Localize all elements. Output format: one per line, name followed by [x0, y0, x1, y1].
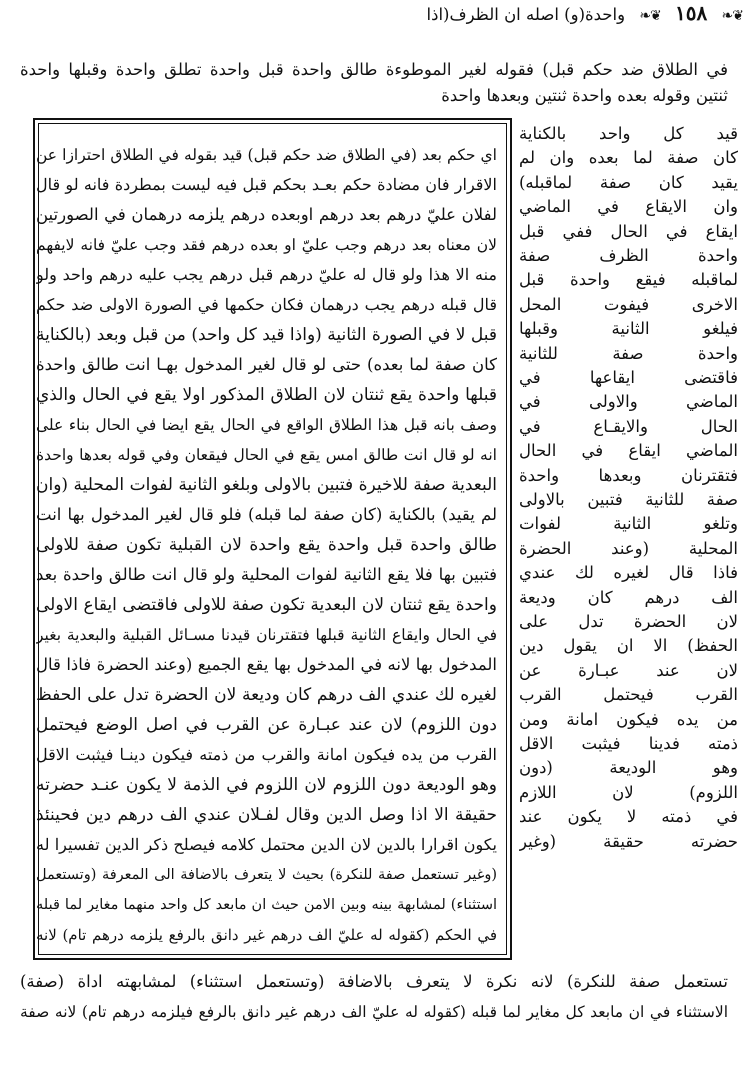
side-line: ذمته فدينا فيثبت الاقل — [519, 734, 738, 753]
side-line: وان الايقاع في الماضي — [519, 197, 738, 216]
main-line: قبل لا في الصورة الثانية (واذا قيد كل واحد) من قبل وبعد (بالكناية — [36, 325, 497, 345]
main-line: طالق واحدة قبل واحدة يقع واحدة لان القبلية تكون صفة للاولى — [36, 535, 497, 555]
side-line: الاخرى فيفوت المحل — [519, 295, 738, 314]
main-line: القرب من يده فيكون امانة والقرب من ذمته فيكون دينـا فيثبت الاقل — [36, 745, 497, 764]
main-line: منه الا هذا ولو قال له عليّ درهم قبل درهم يجب عليه درهم واحد ولو — [36, 265, 497, 284]
main-line: كان صفة لما بعده) حتى لو قال لغير المدخول بهـا انت طالق واحدة — [36, 355, 497, 374]
side-line: واحدة صفة للثانية — [519, 344, 738, 363]
side-line: الماضي ايقاع في الحال — [519, 441, 738, 460]
main-line: استثناء) لمشابهة بينه وبين الامن حيث ان مابعد كل واحد منهما مغاير لما قبله — [36, 897, 497, 913]
main-line: البعدية صفة للاخيرة فتبين بالاولى وبلغو الثانية لفوات المحلية (وان — [36, 475, 497, 495]
main-line: دون اللزوم) لان عند عبـارة عن القرب في اصل الوضع فيحتمل — [36, 715, 497, 735]
margin-line: ثنتين وقوله بعده واحدة ثنتين وبعدها واحدة — [441, 86, 728, 105]
side-line: لان الحضرة تدل على — [519, 612, 738, 631]
main-line: لم يقيد) بالكناية (كان صفة لما قبله) فلو قال لغير المدخول بها انت — [36, 505, 497, 524]
main-line: لفلان عليّ درهم بعد درهم اوبعده درهم يلزمه درهمان في الصورتين — [36, 205, 497, 224]
side-line: فاقتضى ايقاعها في — [519, 368, 738, 387]
main-line: قبلها واحدة يقع ثنتان لان الطلاق المذكور اولا يقع في الحال والذي — [36, 385, 497, 405]
main-line: فتبين بها فلا يقع الثانية لفوات المحلية ولو قال انت طالق واحدة بعد — [36, 565, 497, 584]
main-line: الاقرار فان مضادة حكم بعـد بحكم قبل فيه ليست بمطردة فانه لو قال — [36, 175, 497, 194]
main-line: في الحال وايقاع الثانية قبلها فتقترنان قيدنا مسـائل القبلية والبعدية بغير — [36, 626, 497, 644]
side-line: واحدة الظرف صفة — [519, 246, 738, 265]
side-line: الحال والايقـاع في — [519, 417, 738, 436]
side-line: اللزوم) لان اللازم — [519, 783, 738, 802]
side-line: من يده فيكون امانة ومن — [519, 710, 738, 729]
side-line: المحلية (وعند الحضرة — [519, 539, 738, 558]
side-line: كان صفة لما بعده وان لم — [519, 148, 738, 167]
side-line: فتقترنان وبعدها واحدة — [519, 466, 738, 485]
ornament-icon: ❦❧ — [639, 8, 661, 24]
side-line: صفة للثانية فتبين بالاولى — [519, 490, 738, 509]
side-line: وتلغو الثانية لفوات — [519, 514, 738, 533]
main-line: يكون اقرارا بالدين لان الدين محتمل كلامه فيصلح ذكر الدين تفسيرا له — [36, 835, 497, 854]
ornament-icon: ❦❧ — [721, 8, 743, 24]
main-line: في الحكم (كقوله له عليّ الف درهم غير دانق بالرفع يلزمه درهم تام) لانه — [36, 926, 497, 944]
header-continuation: واحدة(و) اصله ان الظرف(اذا — [426, 5, 626, 24]
main-line: لغيره لك عندي الف درهم كان وديعة لان الحضرة تدل على الحفظ — [36, 685, 497, 705]
main-line: اي حكم بعد (في الطلاق ضد حكم قبل) قيد بقوله في الطلاق احترازا عن — [36, 146, 497, 164]
main-line: وهو الوديعة دون اللزوم لان اللزوم في الذمة لا يكون عنـد حضرته — [36, 775, 497, 795]
margin-line: في الطلاق ضد حكم قبل) فقوله لغير الموطوءة طالق واحدة قبل واحدة تطلق واحدة وقبلها واحدة — [20, 60, 728, 79]
page-header — [0, 0, 746, 26]
main-line: وصف بانه قبل هذا الطلاق الواقع في الحال يقع ايضا في الحال بناء على — [36, 416, 497, 434]
main-line: المدخول بها لانه في المدخول بها يقع الجميع (وعند الحضرة فاذا قال — [36, 655, 497, 674]
side-line: الحفظ) الا ان يقول دين — [519, 636, 738, 655]
main-line: لان معناه بعد درهم وجب عليّ او بعده درهم فقد وجب عليّ فانه لايفهم — [36, 236, 497, 254]
margin-line: تستعمل صفة للنكرة) لانه نكرة لا يتعرف بالاضافة (وتستعمل استثناء) لمشابهته اداة (صفة) — [20, 972, 728, 991]
side-line: قيد كل واحد بالكناية — [519, 124, 738, 143]
main-line: انه لو قال انت طالق امس يقع في الحال فيقعان وفي قوله بعدها واحدة — [36, 446, 497, 464]
side-line: وهو الوديعة (دون — [519, 758, 738, 777]
main-line: قال قبله درهم يجب درهمان فكان حكمها في الصورة الاولى ضد حكم — [36, 295, 497, 314]
page-number: ١٥٨ — [675, 1, 708, 25]
main-line: حقيقة الا اذا وصل الدين وقال لفـلان عندي الف درهم دين فحينئذ — [36, 805, 497, 825]
side-line: لان عند عبـارة عن — [519, 661, 738, 680]
side-line: فيلغو الثانية وقبلها — [519, 319, 738, 338]
side-line: حضرته حقيقة (وغير — [519, 832, 738, 851]
side-line: الماضي والاولى في — [519, 392, 738, 411]
main-line: واحدة يقع ثنتان لان البعدية تكون صفة للاولى فاقتضى ايقاع الاولى — [36, 595, 497, 615]
side-line: يقيد كان صفة لماقبله) — [519, 173, 738, 192]
side-line: فاذا قال لغيره لك عندي — [519, 563, 738, 582]
margin-line: الاستثناء في ان مابعد كل مغاير لما قبله (كقوله له عليّ الف درهم غير دانق بالرفع فيلزمه درهم تام) لانه صفة — [20, 1003, 728, 1021]
side-line: ايقاع في الحال ففي قبل — [519, 222, 738, 241]
side-line: في ذمته لا يكون عند — [519, 807, 738, 826]
main-line: (وغير تستعمل صفة للنكرة) بحيث لا يتعرف بالاضافة الى المعرفة (وتستعمل — [36, 867, 497, 883]
side-line: القرب فيحتمل القرب — [519, 685, 738, 704]
side-line: الف درهم كان وديعة — [519, 588, 738, 607]
side-line: لماقبله فيقع واحدة قبل — [519, 270, 738, 289]
